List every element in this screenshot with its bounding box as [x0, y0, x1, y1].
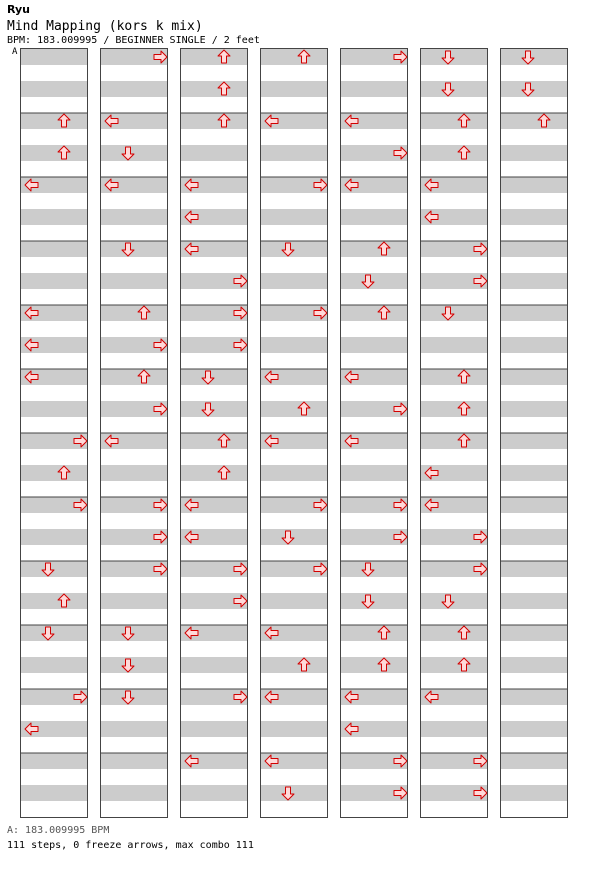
beat-stripe [261, 145, 327, 161]
beat-stripe [101, 369, 167, 385]
beat-stripe [101, 209, 167, 225]
beat-stripe [181, 433, 247, 449]
beat-stripe [341, 337, 407, 353]
beat-stripe [261, 273, 327, 289]
beat-stripe [341, 241, 407, 257]
beat-stripe [501, 337, 567, 353]
beat-stripe [261, 657, 327, 673]
beat-stripe [101, 273, 167, 289]
beat-stripe [181, 401, 247, 417]
beat-stripe [341, 657, 407, 673]
beat-stripe [501, 753, 567, 769]
beat-stripe [21, 273, 87, 289]
beat-stripe [181, 369, 247, 385]
beat-stripe [181, 113, 247, 129]
chart-column-6 [420, 48, 488, 818]
beat-stripe [21, 209, 87, 225]
beat-stripe [421, 305, 487, 321]
beat-stripe [501, 497, 567, 513]
beat-stripe [21, 49, 87, 65]
beat-stripe [501, 241, 567, 257]
beat-stripe [261, 721, 327, 737]
chart-column-1 [20, 48, 88, 818]
beat-stripe [421, 369, 487, 385]
beat-stripe [261, 465, 327, 481]
beat-stripe [181, 145, 247, 161]
beat-stripe [261, 401, 327, 417]
chart-column-4 [260, 48, 328, 818]
footer-step-stats: 111 steps, 0 freeze arrows, max combo 111 [7, 840, 254, 851]
beat-stripe [421, 625, 487, 641]
chart-column-graphic [501, 49, 567, 817]
beat-stripe [101, 657, 167, 673]
artist-name: Ryu [7, 3, 30, 16]
chart-column-3 [180, 48, 248, 818]
beat-stripe [21, 241, 87, 257]
beat-stripe [501, 401, 567, 417]
beat-stripe [101, 241, 167, 257]
chart-column-5 [340, 48, 408, 818]
beat-stripe [21, 465, 87, 481]
beat-stripe [501, 593, 567, 609]
beat-stripe [341, 81, 407, 97]
beat-stripe [261, 593, 327, 609]
beat-stripe [21, 113, 87, 129]
beat-stripe [21, 625, 87, 641]
beat-stripe [21, 785, 87, 801]
chart-column-graphic [181, 49, 247, 817]
footer-bpm: A: 183.009995 BPM [7, 825, 110, 836]
beat-stripe [501, 529, 567, 545]
song-title: Mind Mapping (kors k mix) [7, 19, 203, 34]
beat-stripe [421, 593, 487, 609]
beat-stripe [501, 145, 567, 161]
beat-stripe [341, 209, 407, 225]
beat-stripe [501, 785, 567, 801]
beat-stripe [21, 753, 87, 769]
beat-stripe [501, 113, 567, 129]
beat-stripe [421, 337, 487, 353]
beat-stripe [21, 145, 87, 161]
beat-stripe [181, 785, 247, 801]
beat-stripe [21, 81, 87, 97]
bpm-difficulty-line: BPM: 183.009995 / BEGINNER SINGLE / 2 feet [7, 35, 260, 46]
beat-stripe [501, 465, 567, 481]
chart-column-graphic [101, 49, 167, 817]
beat-stripe [181, 49, 247, 65]
beat-stripe [501, 49, 567, 65]
beat-stripe [421, 721, 487, 737]
beat-stripe [421, 145, 487, 161]
chart-column-7 [500, 48, 568, 818]
beat-stripe [181, 465, 247, 481]
beat-stripe [501, 433, 567, 449]
beat-stripe [101, 753, 167, 769]
beat-stripe [181, 657, 247, 673]
beat-stripe [421, 49, 487, 65]
beat-stripe [181, 81, 247, 97]
beat-stripe [101, 625, 167, 641]
beat-stripe [341, 593, 407, 609]
chart-column-graphic [21, 49, 87, 817]
beat-stripe [421, 113, 487, 129]
beat-stripe [101, 305, 167, 321]
beat-stripe [341, 625, 407, 641]
beat-stripe [101, 81, 167, 97]
beat-stripe [501, 689, 567, 705]
beat-stripe [501, 305, 567, 321]
beat-stripe [101, 689, 167, 705]
beat-stripe [341, 305, 407, 321]
beat-stripe [341, 273, 407, 289]
beat-stripe [501, 721, 567, 737]
chart-column-2 [100, 48, 168, 818]
beat-stripe [101, 721, 167, 737]
beat-stripe [421, 433, 487, 449]
bpm-marker: A [12, 47, 18, 57]
beat-stripe [21, 657, 87, 673]
beat-stripe [501, 369, 567, 385]
beat-stripe [261, 529, 327, 545]
beat-stripe [501, 273, 567, 289]
beat-stripe [101, 465, 167, 481]
chart-column-graphic [341, 49, 407, 817]
beat-stripe [261, 337, 327, 353]
chart-column-graphic [421, 49, 487, 817]
beat-stripe [101, 593, 167, 609]
beat-stripe [21, 529, 87, 545]
beat-stripe [21, 593, 87, 609]
chart-column-graphic [261, 49, 327, 817]
beat-stripe [21, 561, 87, 577]
beat-stripe [261, 785, 327, 801]
beat-stripe [501, 657, 567, 673]
beat-stripe [21, 401, 87, 417]
beat-stripe [261, 241, 327, 257]
beat-stripe [261, 81, 327, 97]
beat-stripe [341, 465, 407, 481]
beat-stripe [421, 401, 487, 417]
beat-stripe [501, 561, 567, 577]
beat-stripe [101, 785, 167, 801]
beat-stripe [341, 561, 407, 577]
beat-stripe [501, 209, 567, 225]
beat-stripe [501, 625, 567, 641]
beat-stripe [501, 177, 567, 193]
beat-stripe [501, 81, 567, 97]
beat-stripe [181, 721, 247, 737]
beat-stripe [101, 145, 167, 161]
beat-stripe [261, 209, 327, 225]
beat-stripe [421, 81, 487, 97]
beat-stripe [261, 49, 327, 65]
beat-stripe [421, 657, 487, 673]
